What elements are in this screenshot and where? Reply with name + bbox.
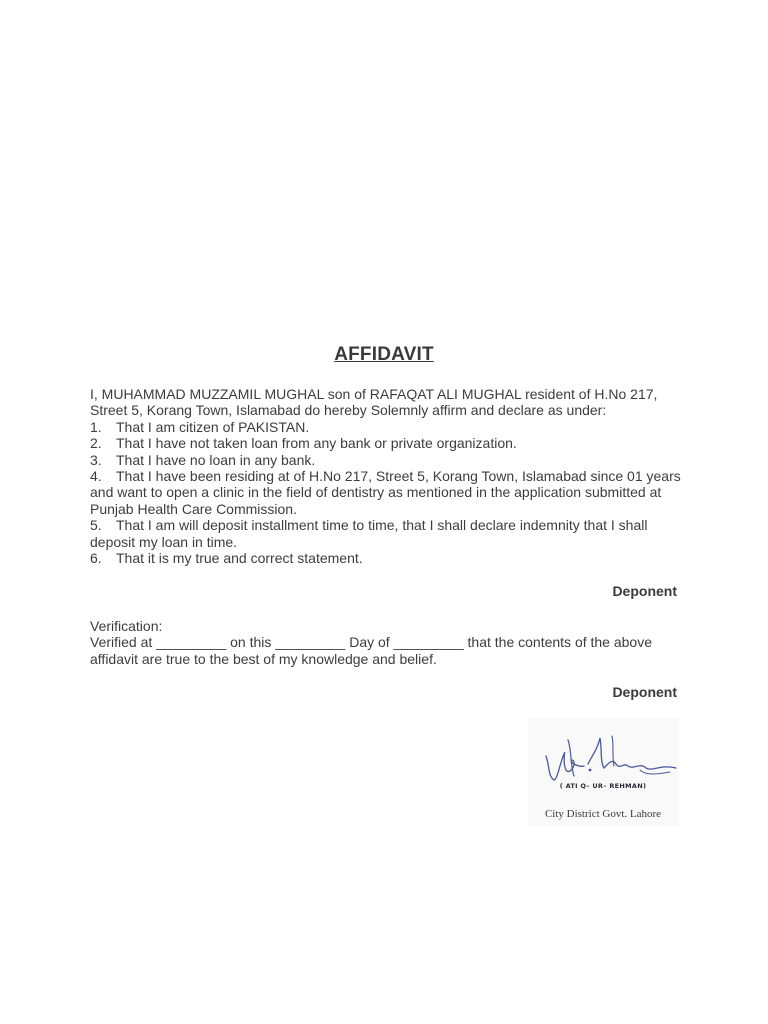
- verification-heading: Verification:: [90, 618, 163, 634]
- item-number: 2.: [90, 435, 102, 452]
- statement-item-5: [90, 517, 690, 550]
- verification-line-1: Verified at _________ on this _________ Day of _________ that the contents of the above: [90, 634, 653, 651]
- statement-item-6: [90, 550, 690, 566]
- statement-item-4: [90, 468, 690, 517]
- item-text: That I am citizen of PAKISTAN.: [116, 418, 310, 435]
- statement-item-1: [90, 419, 690, 435]
- stamp-office: City District Govt. Lahore: [544, 808, 662, 820]
- affidavit-body: [90, 386, 690, 566]
- item-text: That I have no loan in any bank.: [116, 451, 316, 468]
- item-text: That I have not taken loan from any bank or private organization.: [116, 435, 517, 452]
- item-text-line-1: That I have been residing at of H.No 217, Street 5, Korang Town, Islamabad since 01 years: [116, 468, 681, 485]
- intro-line-2: Street 5, Korang Town, Islamabad do hereby Solemnly affirm and declare as under:: [90, 402, 607, 419]
- item-number: 6.: [90, 550, 102, 567]
- item-number: 4.: [90, 468, 102, 485]
- item-text-line-2: and want to open a clinic in the field of dentistry as mentioned in the application submitted at: [90, 484, 662, 501]
- statement-item-3: [90, 452, 690, 468]
- deponent-label-1: Deponent: [612, 583, 677, 599]
- item-text: That it is my true and correct statement.: [116, 550, 363, 567]
- official-stamp: [528, 718, 678, 826]
- item-text-line-1: That I am will deposit installment time to time, that I shall declare indemnity that I shall: [116, 517, 648, 534]
- item-text-line-3: Punjab Health Care Commission.: [90, 500, 297, 517]
- intro-line-1: I, MUHAMMAD MUZZAMIL MUGHAL son of RAFAQAT ALI MUGHAL resident of H.No 217,: [90, 386, 658, 402]
- document-title: AFFIDAVIT: [334, 344, 434, 365]
- item-number: 3.: [90, 451, 102, 468]
- deponent-label-2: Deponent: [612, 684, 677, 700]
- item-number: 1.: [90, 418, 102, 435]
- stamp-name: ( ATI Q– UR– REHMAN): [559, 782, 647, 790]
- verification-section: [90, 618, 690, 667]
- statement-item-2: [90, 435, 690, 451]
- item-number: 5.: [90, 517, 102, 534]
- verification-line-2: affidavit are true to the best of my knowledge and belief.: [90, 650, 437, 667]
- item-text-line-2: deposit my loan in time.: [90, 533, 238, 550]
